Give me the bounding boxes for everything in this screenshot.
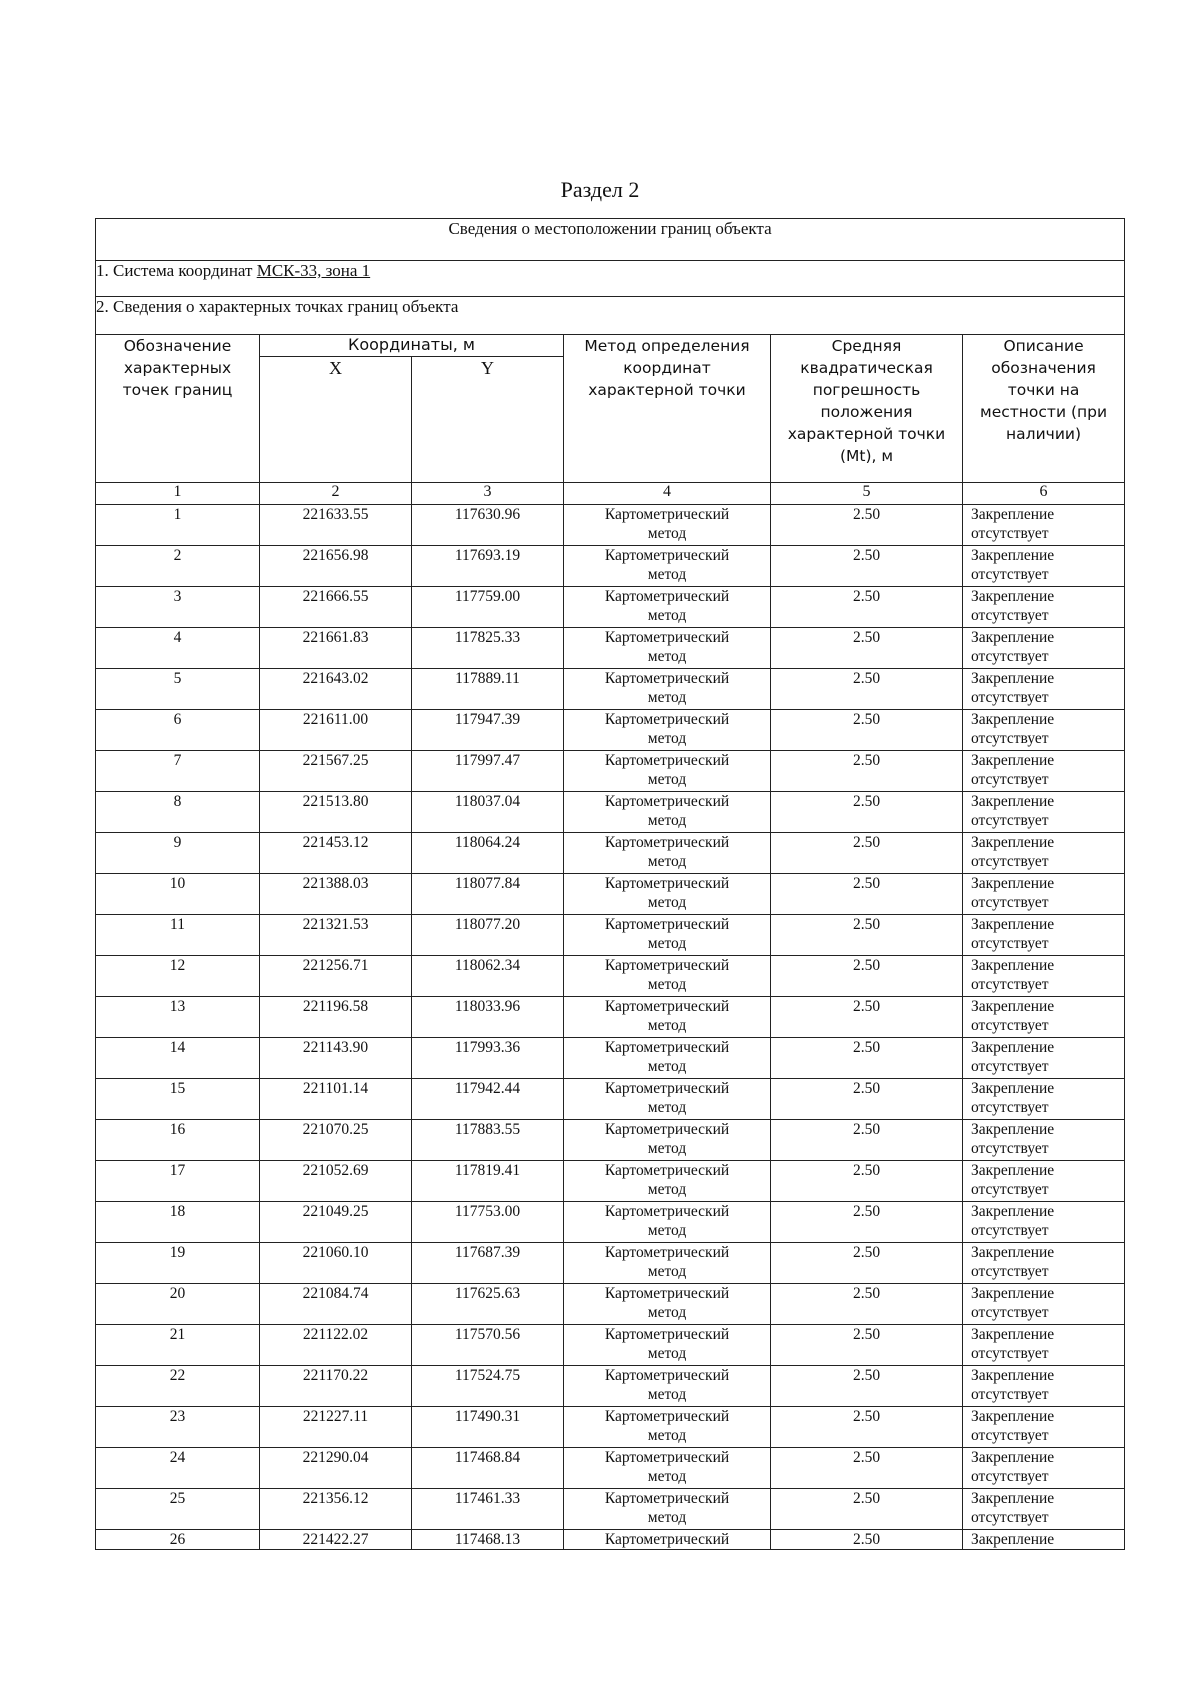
description-cell: Закрепление отсутствует (963, 1366, 1125, 1407)
x-coordinate-cell: 221656.98 (260, 546, 412, 587)
description-cell: Закрепление отсутствует (963, 669, 1125, 710)
accuracy-cell: 2.50 (771, 587, 963, 628)
accuracy-cell: 2.50 (771, 1366, 963, 1407)
x-coordinate-cell: 221661.83 (260, 628, 412, 669)
description-cell: Закрепление отсутствует (963, 956, 1125, 997)
table-row (96, 751, 1125, 792)
y-coordinate-cell: 117819.41 (412, 1161, 564, 1202)
point-number-cell: 11 (96, 915, 260, 956)
table-row (96, 833, 1125, 874)
method-cell: Картометрический метод (564, 1407, 771, 1448)
description-cell: Закрепление отсутствует (963, 1079, 1125, 1120)
accuracy-cell: 2.50 (771, 1120, 963, 1161)
method-cell: Картометрический метод (564, 1366, 771, 1407)
point-number-cell: 9 (96, 833, 260, 874)
y-coordinate-cell: 118064.24 (412, 833, 564, 874)
table-row (96, 997, 1125, 1038)
x-coordinate-cell: 221170.22 (260, 1366, 412, 1407)
table-row (96, 1284, 1125, 1325)
table-row (96, 505, 1125, 546)
method-cell: Картометрический метод (564, 710, 771, 751)
y-coordinate-cell: 117630.96 (412, 505, 564, 546)
description-cell: Закрепление отсутствует (963, 792, 1125, 833)
point-number-cell: 1 (96, 505, 260, 546)
method-cell: Картометрический метод (564, 1489, 771, 1530)
y-coordinate-cell: 117883.55 (412, 1120, 564, 1161)
accuracy-cell: 2.50 (771, 1407, 963, 1448)
description-cell: Закрепление отсутствует (963, 1243, 1125, 1284)
y-coordinate-cell: 117693.19 (412, 546, 564, 587)
column-number-row (96, 483, 1125, 505)
point-number-cell: 23 (96, 1407, 260, 1448)
point-number-cell: 21 (96, 1325, 260, 1366)
y-coordinate-cell: 118033.96 (412, 997, 564, 1038)
x-coordinate-cell: 221070.25 (260, 1120, 412, 1161)
method-cell: Картометрический метод (564, 587, 771, 628)
table-row (96, 1325, 1125, 1366)
y-coordinate-cell: 117468.84 (412, 1448, 564, 1489)
accuracy-cell: 2.50 (771, 1284, 963, 1325)
x-coordinate-cell: 221290.04 (260, 1448, 412, 1489)
y-coordinate-cell: 117490.31 (412, 1407, 564, 1448)
description-cell: Закрепление отсутствует (963, 1284, 1125, 1325)
point-number-cell: 20 (96, 1284, 260, 1325)
description-cell: Закрепление отсутствует (963, 1489, 1125, 1530)
x-coordinate-cell: 221567.25 (260, 751, 412, 792)
table-row (96, 546, 1125, 587)
boundary-points-table (95, 218, 1125, 1550)
accuracy-cell: 2.50 (771, 833, 963, 874)
method-cell: Картометрический метод (564, 1202, 771, 1243)
description-cell: Закрепление отсутствует (963, 628, 1125, 669)
point-number-cell: 4 (96, 628, 260, 669)
point-number-cell: 8 (96, 792, 260, 833)
x-coordinate-cell: 221513.80 (260, 792, 412, 833)
table-row (96, 1530, 1125, 1550)
method-cell: Картометрический метод (564, 874, 771, 915)
col-designation-header: Обозначение характерных точек границ (96, 335, 260, 483)
column-number: 3 (412, 483, 564, 505)
table-row (96, 1120, 1125, 1161)
x-coordinate-cell: 221084.74 (260, 1284, 412, 1325)
accuracy-cell: 2.50 (771, 546, 963, 587)
point-number-cell: 26 (96, 1530, 260, 1550)
coord-system-prefix: 1. Система координат (96, 261, 257, 280)
point-number-cell: 15 (96, 1079, 260, 1120)
x-coordinate-cell: 221356.12 (260, 1489, 412, 1530)
y-coordinate-cell: 117942.44 (412, 1079, 564, 1120)
point-number-cell: 5 (96, 669, 260, 710)
x-coordinate-cell: 221633.55 (260, 505, 412, 546)
x-coordinate-cell: 221611.00 (260, 710, 412, 751)
method-cell: Картометрический метод (564, 792, 771, 833)
method-cell: Картометрический метод (564, 669, 771, 710)
table-row (96, 628, 1125, 669)
table-title: Сведения о местоположении границ объекта (96, 219, 1125, 261)
y-coordinate-cell: 117889.11 (412, 669, 564, 710)
x-coordinate-cell: 221643.02 (260, 669, 412, 710)
table-row (96, 915, 1125, 956)
col-x-header: X (260, 357, 412, 483)
description-cell: Закрепление отсутствует (963, 1448, 1125, 1489)
accuracy-cell: 2.50 (771, 1325, 963, 1366)
accuracy-cell: 2.50 (771, 956, 963, 997)
description-cell: Закрепление отсутствует (963, 1202, 1125, 1243)
method-cell: Картометрический метод (564, 505, 771, 546)
table-row (96, 587, 1125, 628)
column-number: 2 (260, 483, 412, 505)
x-coordinate-cell: 221422.27 (260, 1530, 412, 1550)
table-row (96, 1202, 1125, 1243)
table-row (96, 1038, 1125, 1079)
method-cell: Картометрический метод (564, 997, 771, 1038)
method-cell: Картометрический метод (564, 956, 771, 997)
column-number: 4 (564, 483, 771, 505)
description-cell: Закрепление (963, 1530, 1125, 1550)
y-coordinate-cell: 117524.75 (412, 1366, 564, 1407)
method-cell: Картометрический (564, 1530, 771, 1550)
x-coordinate-cell: 221388.03 (260, 874, 412, 915)
y-coordinate-cell: 117753.00 (412, 1202, 564, 1243)
accuracy-cell: 2.50 (771, 792, 963, 833)
method-cell: Картометрический метод (564, 1284, 771, 1325)
accuracy-cell: 2.50 (771, 1161, 963, 1202)
y-coordinate-cell: 117997.47 (412, 751, 564, 792)
table-row (96, 1407, 1125, 1448)
description-cell: Закрепление отсутствует (963, 751, 1125, 792)
column-number: 1 (96, 483, 260, 505)
description-cell: Закрепление отсутствует (963, 505, 1125, 546)
point-number-cell: 16 (96, 1120, 260, 1161)
method-cell: Картометрический метод (564, 1448, 771, 1489)
point-number-cell: 3 (96, 587, 260, 628)
x-coordinate-cell: 221060.10 (260, 1243, 412, 1284)
table-row (96, 1161, 1125, 1202)
description-cell: Закрепление отсутствует (963, 1161, 1125, 1202)
method-cell: Картометрический метод (564, 1038, 771, 1079)
accuracy-cell: 2.50 (771, 505, 963, 546)
y-coordinate-cell: 118037.04 (412, 792, 564, 833)
description-cell: Закрепление отсутствует (963, 997, 1125, 1038)
point-number-cell: 12 (96, 956, 260, 997)
coord-system-line (96, 261, 1125, 297)
description-cell: Закрепление отсутствует (963, 915, 1125, 956)
point-number-cell: 13 (96, 997, 260, 1038)
accuracy-cell: 2.50 (771, 1038, 963, 1079)
y-coordinate-cell: 117570.56 (412, 1325, 564, 1366)
accuracy-cell: 2.50 (771, 1243, 963, 1284)
accuracy-cell: 2.50 (771, 915, 963, 956)
accuracy-cell: 2.50 (771, 1448, 963, 1489)
description-cell: Закрепление отсутствует (963, 1407, 1125, 1448)
x-coordinate-cell: 221101.14 (260, 1079, 412, 1120)
accuracy-cell: 2.50 (771, 669, 963, 710)
description-cell: Закрепление отсутствует (963, 546, 1125, 587)
column-number: 5 (771, 483, 963, 505)
x-coordinate-cell: 221122.02 (260, 1325, 412, 1366)
y-coordinate-cell: 117993.36 (412, 1038, 564, 1079)
description-cell: Закрепление отсутствует (963, 1120, 1125, 1161)
col-coordinates-header: Координаты, м (260, 335, 564, 357)
x-coordinate-cell: 221453.12 (260, 833, 412, 874)
accuracy-cell: 2.50 (771, 874, 963, 915)
description-cell: Закрепление отсутствует (963, 833, 1125, 874)
accuracy-cell: 2.50 (771, 997, 963, 1038)
method-cell: Картометрический метод (564, 1325, 771, 1366)
description-cell: Закрепление отсутствует (963, 1038, 1125, 1079)
accuracy-cell: 2.50 (771, 1202, 963, 1243)
method-cell: Картометрический метод (564, 1079, 771, 1120)
section-title: Раздел 2 (560, 177, 640, 202)
y-coordinate-cell: 117687.39 (412, 1243, 564, 1284)
description-cell: Закрепление отсутствует (963, 874, 1125, 915)
method-cell: Картометрический метод (564, 628, 771, 669)
description-cell: Закрепление отсутствует (963, 1325, 1125, 1366)
coord-system-value: МСК-33, зона 1 (256, 261, 371, 280)
y-coordinate-cell: 117759.00 (412, 587, 564, 628)
table-row (96, 792, 1125, 833)
point-number-cell: 2 (96, 546, 260, 587)
point-number-cell: 25 (96, 1489, 260, 1530)
x-coordinate-cell: 221196.58 (260, 997, 412, 1038)
point-number-cell: 10 (96, 874, 260, 915)
point-number-cell: 18 (96, 1202, 260, 1243)
table-row (96, 1366, 1125, 1407)
point-number-cell: 22 (96, 1366, 260, 1407)
x-coordinate-cell: 221321.53 (260, 915, 412, 956)
accuracy-cell: 2.50 (771, 1489, 963, 1530)
col-description-header: Описание обозначения точки на местности (при наличии) (963, 335, 1125, 483)
table-row (96, 1079, 1125, 1120)
col-method-header: Метод определения координат характерной точки (564, 335, 771, 483)
description-cell: Закрепление отсутствует (963, 710, 1125, 751)
accuracy-cell: 2.50 (771, 628, 963, 669)
x-coordinate-cell: 221227.11 (260, 1407, 412, 1448)
y-coordinate-cell: 118062.34 (412, 956, 564, 997)
table-row (96, 710, 1125, 751)
points-heading: 2. Сведения о характерных точках границ объекта (96, 297, 1125, 335)
col-accuracy-header: Средняя квадратическая погрешность положения характерной точки (Mt), м (771, 335, 963, 483)
accuracy-cell: 2.50 (771, 1530, 963, 1550)
point-number-cell: 7 (96, 751, 260, 792)
table-row (96, 1448, 1125, 1489)
x-coordinate-cell: 221666.55 (260, 587, 412, 628)
point-number-cell: 14 (96, 1038, 260, 1079)
accuracy-cell: 2.50 (771, 710, 963, 751)
y-coordinate-cell: 117468.13 (412, 1530, 564, 1550)
method-cell: Картометрический метод (564, 1161, 771, 1202)
y-coordinate-cell: 117625.63 (412, 1284, 564, 1325)
table-row (96, 669, 1125, 710)
table-row (96, 874, 1125, 915)
table-row (96, 956, 1125, 997)
point-number-cell: 24 (96, 1448, 260, 1489)
method-cell: Картометрический метод (564, 751, 771, 792)
method-cell: Картометрический метод (564, 1243, 771, 1284)
column-number: 6 (963, 483, 1125, 505)
method-cell: Картометрический метод (564, 1120, 771, 1161)
y-coordinate-cell: 117461.33 (412, 1489, 564, 1530)
table-row (96, 1489, 1125, 1530)
point-number-cell: 6 (96, 710, 260, 751)
description-cell: Закрепление отсутствует (963, 587, 1125, 628)
method-cell: Картометрический метод (564, 915, 771, 956)
y-coordinate-cell: 117825.33 (412, 628, 564, 669)
method-cell: Картометрический метод (564, 546, 771, 587)
y-coordinate-cell: 118077.84 (412, 874, 564, 915)
x-coordinate-cell: 221052.69 (260, 1161, 412, 1202)
accuracy-cell: 2.50 (771, 751, 963, 792)
x-coordinate-cell: 221049.25 (260, 1202, 412, 1243)
accuracy-cell: 2.50 (771, 1079, 963, 1120)
col-y-header: Y (412, 357, 564, 483)
x-coordinate-cell: 221256.71 (260, 956, 412, 997)
y-coordinate-cell: 118077.20 (412, 915, 564, 956)
table-row (96, 1243, 1125, 1284)
y-coordinate-cell: 117947.39 (412, 710, 564, 751)
method-cell: Картометрический метод (564, 833, 771, 874)
point-number-cell: 17 (96, 1161, 260, 1202)
x-coordinate-cell: 221143.90 (260, 1038, 412, 1079)
point-number-cell: 19 (96, 1243, 260, 1284)
